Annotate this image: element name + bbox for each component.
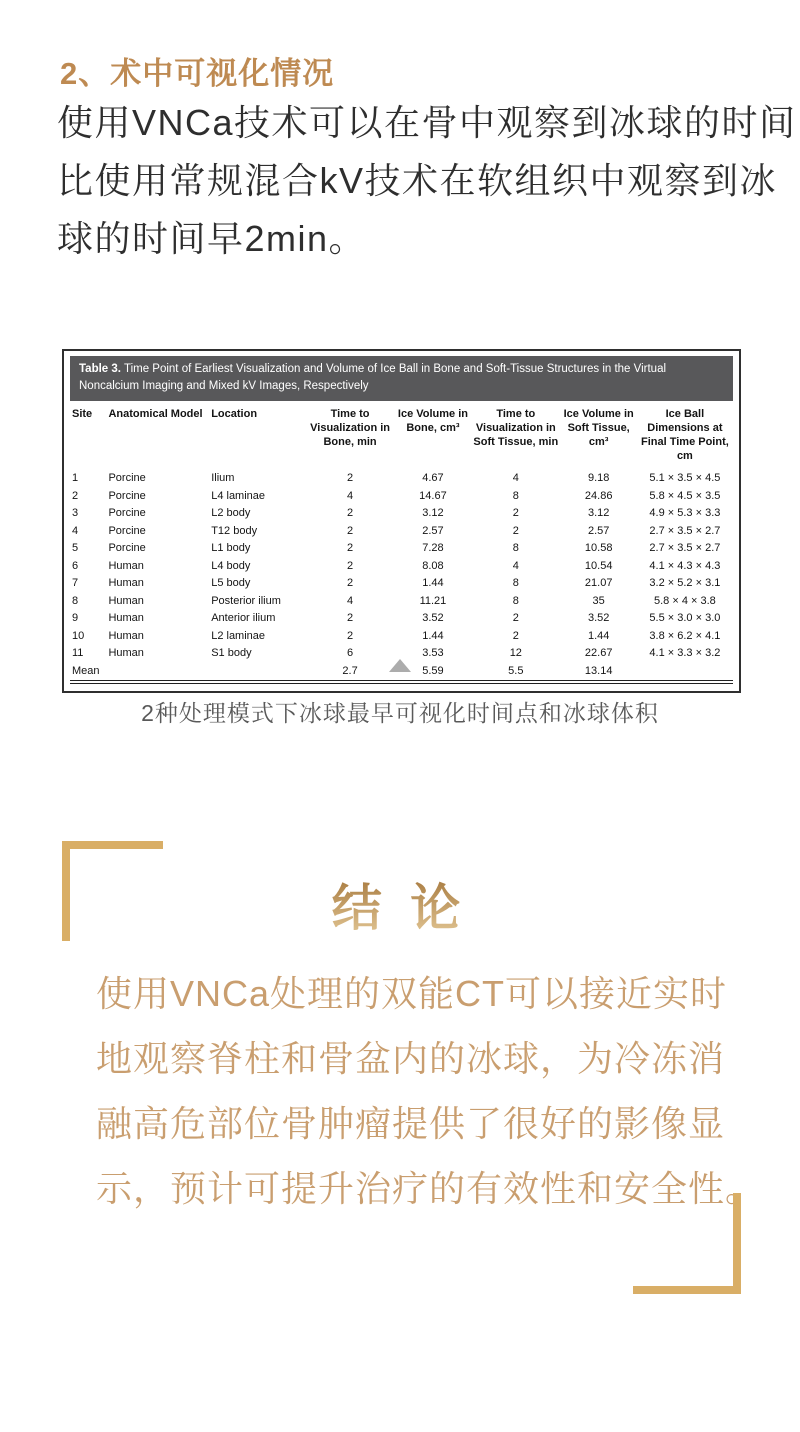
table-cell: Porcine [108,542,146,555]
table-cell: 3.2 × 5.2 × 3.1 [649,577,721,590]
table-cell: 5.59 [422,664,444,677]
text-line: 地观察脊柱和骨盆内的冰球，为冷冻消 [96,1038,726,1079]
table-cell: Human [108,629,144,642]
table-cell: 2 [347,542,354,555]
table-cell: 2.57 [422,524,444,537]
table-cell: Anterior ilium [211,612,276,625]
table-cell: Human [108,594,144,607]
table-cell: 4.67 [422,472,444,485]
table-cell: 4 [347,489,354,502]
table-cell: Mean [72,664,100,677]
table-cell: L4 body [211,559,251,572]
conclusion-title: 结 论 [0,868,800,940]
table-cell: 2 [512,524,519,537]
table-row [70,522,733,539]
table-cell: 4 [72,524,79,537]
table-cell: 5.1 × 3.5 × 4.5 [649,472,721,485]
table-cell: 5.5 × 3.0 × 3.0 [649,612,721,625]
table-cell: 2 [347,472,354,485]
table-cell: 4.1 × 4.3 × 4.3 [649,559,721,572]
table-cell: 4.1 × 3.3 × 3.2 [649,647,721,660]
table-caption: 2种处理模式下冰球最早可视化时间点和冰球体积 [141,700,659,726]
text-line: 球的时间早2min。 [57,218,367,259]
table-cell: 2 [512,507,519,520]
table-cell: 2 [347,612,354,625]
table-cell: 2 [72,489,79,502]
table-cell: 10 [72,629,85,642]
table-body [70,470,733,682]
table-cell: 3.52 [422,612,444,625]
table-cell: 2.7 × 3.5 × 2.7 [649,542,721,555]
table-header-row [70,404,733,470]
table-cell: 14.67 [419,489,447,502]
table-head [70,404,733,470]
table-cell: 8.08 [422,559,444,572]
table-cell: 8 [512,542,519,555]
table-row [70,487,733,504]
table-cell: 1.44 [587,629,610,642]
table-cell: 5.8 × 4.5 × 3.5 [649,489,721,502]
table-cell: 2 [512,612,519,625]
table-cell: 2 [347,577,354,590]
table-cell: Ilium [211,472,235,485]
table-cell: 7.28 [422,542,444,555]
table-cell: 3.12 [422,507,444,520]
table-row [70,470,733,487]
table-cell: L1 body [211,542,251,555]
table-cell: 11 [72,647,84,660]
text-line: 融高危部位骨肿瘤提供了很好的影像显 [96,1103,726,1144]
table-cell: 8 [512,577,519,590]
text-line: 使用VNCa处理的双能CT可以接近实时 [96,973,728,1014]
table-cell: Human [108,559,144,572]
text-line: 示，预计可提升治疗的有效性和安全性。 [96,1168,763,1209]
table-cell: Porcine [108,524,146,537]
table-cell: Human [108,577,144,590]
table-cell: 2.7 × 3.5 × 2.7 [649,524,721,537]
intro-paragraph [57,94,797,268]
table-row [70,540,733,557]
table-cell: 10.58 [584,542,613,555]
table-row [70,505,733,522]
column-header: Time to Visualization in Soft Tissue, min [473,407,559,449]
table-cell: 11.21 [419,594,447,607]
table-cell: 7 [72,577,79,590]
table-cell: L5 body [211,577,251,590]
table-cell: 2 [347,559,354,572]
table-cell: T12 body [211,524,258,537]
table-cell: 35 [592,594,605,607]
table-cell: 2 [512,629,519,642]
table-cell: 5 [72,542,79,555]
conclusion-paragraph [96,961,763,1221]
table-cell: 12 [509,647,522,660]
table-cell: 3 [72,507,79,520]
table-cell: 13.14 [584,664,613,677]
table-cell: Porcine [108,472,146,485]
column-header: Location [211,407,258,420]
table-cell [209,662,305,681]
table-cell: Porcine [108,507,146,520]
table-cell: L2 body [211,507,251,520]
table-cell: Human [108,647,144,660]
column-header: Anatomical Model [108,407,203,420]
column-header: Ice Volume in Bone, cm³ [397,407,468,434]
table-cell: 10.54 [584,559,613,572]
table-cell: Porcine [108,489,146,502]
table-cell: 1.44 [422,629,444,642]
table-cell [106,662,209,681]
table-cell: 6 [347,647,354,660]
column-header: Ice Volume in Soft Tissue, cm³ [563,407,634,449]
table-row [70,627,733,644]
table-cell: 5.8 × 4 × 3.8 [654,594,716,607]
table-cell: 9 [72,612,79,625]
table-cell [637,662,733,681]
table-cell: 3.12 [587,507,610,520]
table-cell: L4 laminae [211,489,266,502]
table-cell: L2 laminae [211,629,266,642]
table-cell: 22.67 [584,647,613,660]
column-header: Site [72,407,93,420]
table-cell: 3.53 [422,647,444,660]
section-heading: 2、术中可视化情况 [60,56,335,91]
table-cell: 8 [512,489,519,502]
table-cell: 4 [347,594,354,607]
table-cell: 5.5 [508,664,524,677]
corner-bracket-bottom-right [633,1193,741,1294]
caption-arrow-icon [389,659,411,672]
table-cell: 6 [72,559,79,572]
table-cell: 2.57 [587,524,610,537]
table-cell: 8 [72,594,79,607]
table-cell: 4 [512,472,519,485]
table-row [70,557,733,574]
text-line: 比使用常规混合kV技术在软组织中观察到冰 [57,160,778,201]
table-cell: 24.86 [584,489,613,502]
table-row [70,575,733,592]
table-cell: 2 [347,629,354,642]
table-cell: 2 [347,524,354,537]
table-row [70,592,733,609]
table-cell: Posterior ilium [211,594,281,607]
table-row [70,610,733,627]
table-cell: 4 [512,559,519,572]
table-cell: 3.52 [587,612,610,625]
data-table [70,404,733,684]
text-line: 使用VNCa技术可以在骨中观察到冰球的时间 [57,102,797,143]
table-cell: 3.8 × 6.2 × 4.1 [649,629,721,642]
column-header: Time to Visualization in Bone, min [310,407,391,449]
table-banner [70,356,733,401]
table-cell: 9.18 [587,472,610,485]
table-figure [62,349,741,693]
table-cell: S1 body [211,647,252,660]
table-cell: 2 [347,507,354,520]
table-cell: 4.9 × 5.3 × 3.3 [649,507,721,520]
table-banner-text: Time Point of Earliest Visualization and Volume of Ice Ball in Bone and Soft-Tissue Structures in the Virtual Noncalcium Imaging and Mixed kV Images, Respectively [79,363,667,393]
table-banner-label: Table 3. [79,363,121,375]
column-header: Ice Ball Dimensions at Final Time Point, cm [640,407,729,463]
table-cell: Human [108,612,144,625]
table-cell: 1.44 [422,577,444,590]
table-cell: 1 [72,472,79,485]
table-cell: 21.07 [584,577,613,590]
table-cell: 8 [512,594,519,607]
table-cell: 2.7 [342,664,358,677]
